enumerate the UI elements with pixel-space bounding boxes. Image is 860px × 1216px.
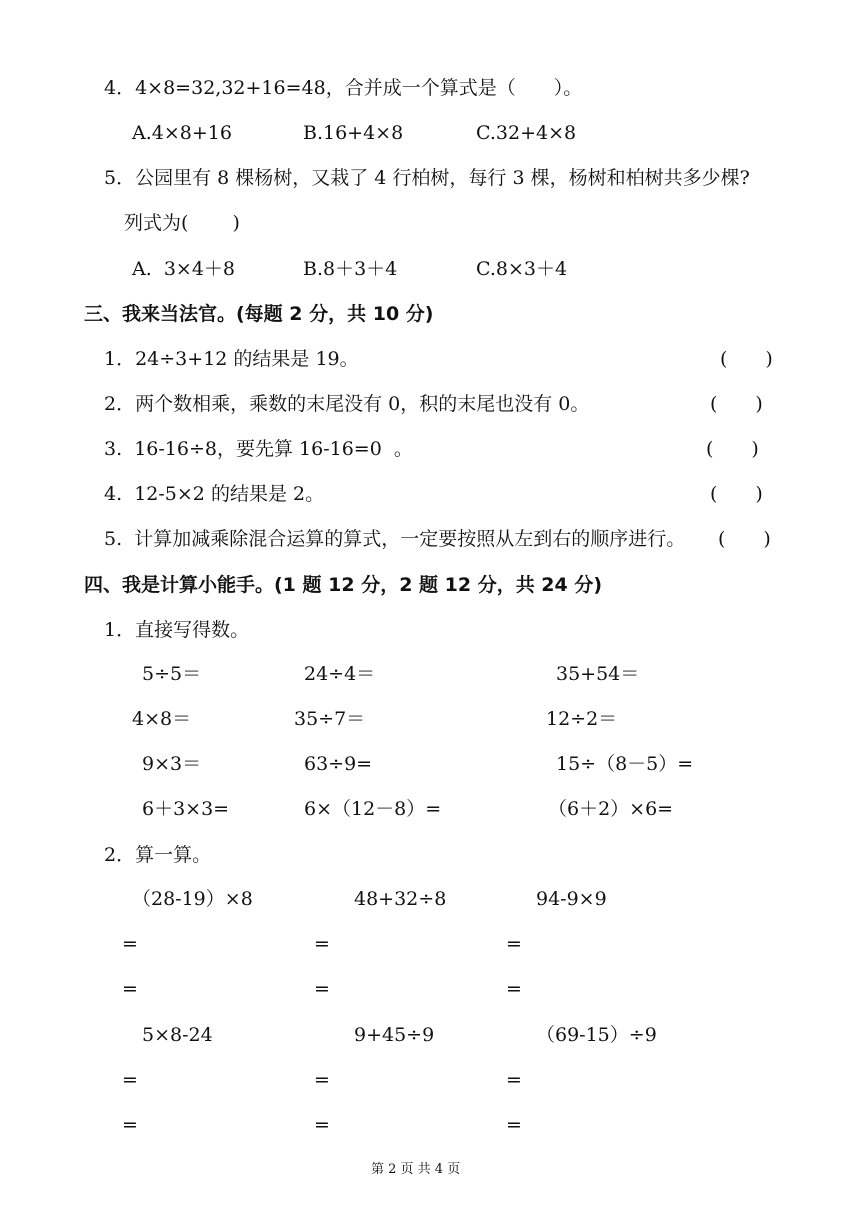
judge-item-5: 5. 计算加减乘除混合运算的算式，一定要按照从左到右的顺序进行。 (104, 528, 686, 550)
question-5-option-c: C.8×3＋4 (476, 258, 568, 280)
equals-sign: = (314, 1069, 330, 1091)
judge-item-4-paren: ( ) (710, 483, 763, 505)
oral-calc-item: 35÷7＝ (294, 708, 366, 730)
question-4-option-a: A.4×8+16 (132, 122, 232, 144)
equals-sign: = (506, 1114, 522, 1136)
judge-item-3: 3. 16-16÷8，要先算 16-16=0 。 (104, 438, 413, 460)
equals-sign: = (122, 978, 138, 1000)
oral-calc-item: 15÷（8－5）= (556, 753, 694, 775)
equals-sign: = (314, 978, 330, 1000)
equals-sign: = (506, 933, 522, 955)
question-4-option-c: C.32+4×8 (476, 122, 577, 144)
judge-item-1: 1．24÷3+12 的结果是 19。 (104, 348, 359, 370)
judge-item-1-paren: ( ) (720, 348, 773, 370)
calc-expression: 48+32÷8 (354, 888, 447, 910)
equals-sign: = (122, 1114, 138, 1136)
equals-sign: = (506, 978, 522, 1000)
judge-item-2: 2．两个数相乘，乘数的末尾没有 0，积的末尾也没有 0。 (104, 393, 590, 415)
calc-expression: 5×8-24 (142, 1024, 213, 1046)
oral-calc-item: 12÷2＝ (546, 708, 618, 730)
question-5-stem: 5．公园里有 8 棵杨树，又栽了 4 行柏树，每行 3 棵，杨树和柏树共多少棵? (104, 167, 750, 189)
question-5-answer-line: 列式为( ) (124, 212, 240, 234)
equals-sign: = (122, 1069, 138, 1091)
oral-calc-item: 6×（12－8）= (304, 798, 442, 820)
calc-expression: 9+45÷9 (354, 1024, 435, 1046)
oral-calc-item: 9×3＝ (142, 753, 202, 775)
oral-calc-item: 63÷9= (304, 753, 373, 775)
calc-expression: （69-15）÷9 (536, 1024, 657, 1046)
part-2-title: 2．算一算。 (104, 844, 212, 866)
judge-item-4: 4. 12-5×2 的结果是 2。 (104, 483, 325, 505)
oral-calc-item: （6＋2）×6= (548, 798, 674, 820)
oral-calc-item: 6＋3×3= (142, 798, 230, 820)
section-4-title: 四、我是计算小能手。(1 题 12 分，2 题 12 分，共 24 分) (84, 574, 603, 596)
oral-calc-item: 5÷5＝ (142, 663, 202, 685)
question-4-option-b: B.16+4×8 (303, 122, 404, 144)
question-5-option-b: B.8＋3＋4 (303, 258, 398, 280)
question-4-stem: 4．4×8=32,32+16=48，合并成一个算式是（ ）。 (104, 77, 583, 99)
section-3-title: 三、我来当法官。(每题 2 分，共 10 分) (84, 303, 434, 325)
equals-sign: = (122, 933, 138, 955)
judge-item-3-paren: ( ) (706, 438, 759, 460)
oral-calc-item: 35+54＝ (556, 663, 640, 685)
judge-item-2-paren: ( ) (710, 393, 763, 415)
oral-calc-item: 24÷4＝ (304, 663, 376, 685)
calc-expression: （28-19）×8 (132, 888, 253, 910)
equals-sign: = (506, 1069, 522, 1091)
oral-calc-item: 4×8＝ (132, 708, 192, 730)
equals-sign: = (314, 933, 330, 955)
page-footer: 第 2 页 共 4 页 (371, 1162, 461, 1177)
question-5-option-a: A. 3×4＋8 (132, 258, 236, 280)
part-1-title: 1．直接写得数。 (104, 619, 250, 641)
judge-item-5-paren: ( ) (718, 528, 771, 550)
equals-sign: = (314, 1114, 330, 1136)
calc-expression: 94-9×9 (536, 888, 607, 910)
